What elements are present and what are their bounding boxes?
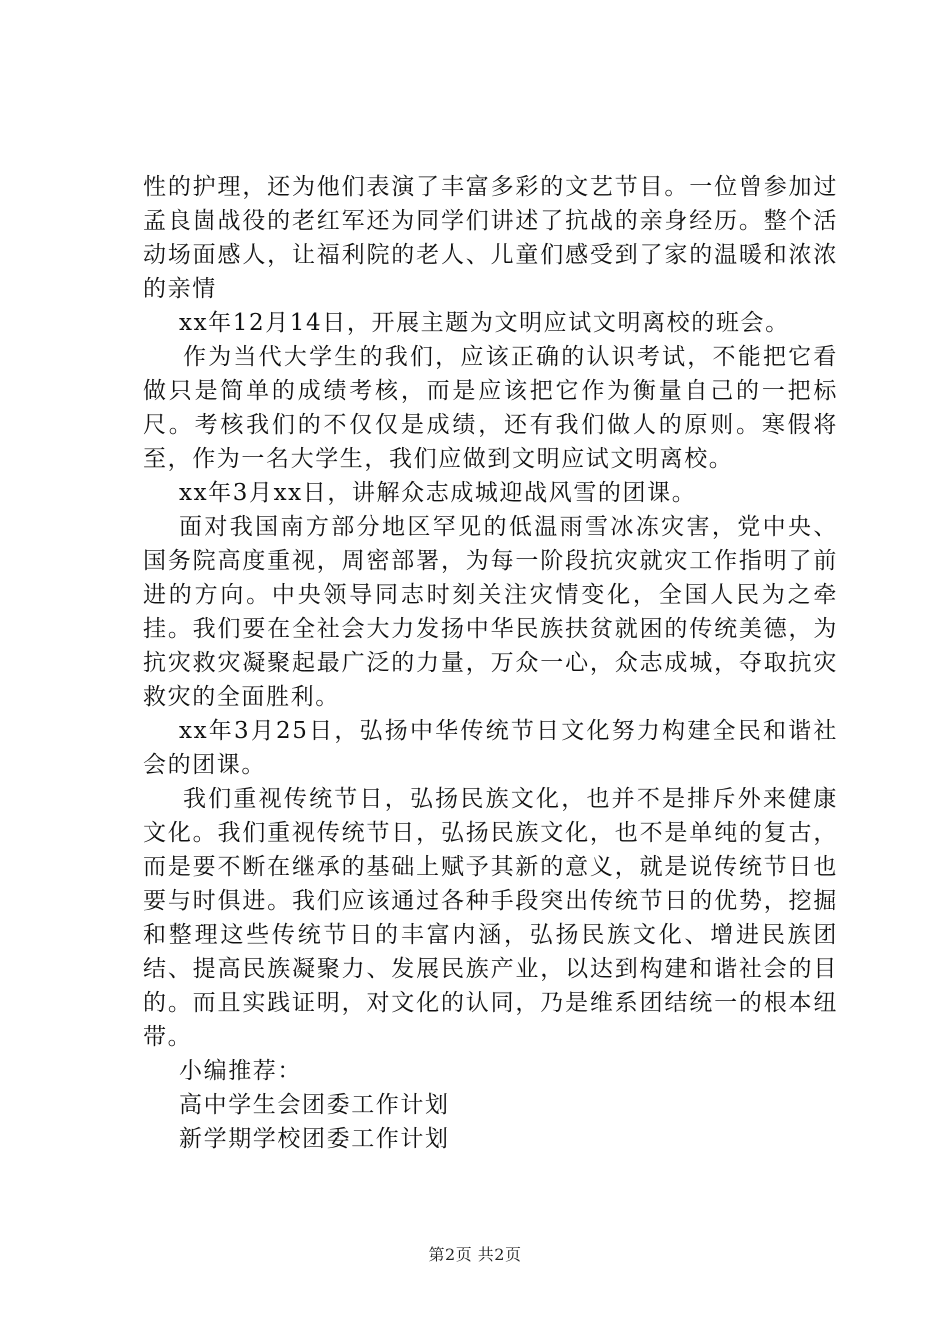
recommend-link-1[interactable]: 高中学生会团委工作计划 bbox=[179, 1092, 450, 1118]
paragraph-3: 作为当代大学生的我们，应该正确的认识考试，不能把它看做只是简单的成绩考核，而是应该把它作为衡量自己的一把标尺。考核我们的不仅仅是成绩，还有我们做人的原则。寒假将至，作为一名大学生，我们应做到文明应试文明离校。 bbox=[143, 344, 838, 472]
page-footer: 第2页 共2页 bbox=[428, 1245, 522, 1264]
recommend-heading: 小编推荐： bbox=[179, 1058, 302, 1084]
paragraph-5: 面对我国南方部分地区罕见的低温雨雪冰冻灾害，党中央、国务院高度重视，周密部署，为每一阶段抗灾就灾工作指明了前进的方向。中央领导同志时刻关注灾情变化，全国人民为之牵挂。我们要在全社会大力发扬中华民族扶贫就困的传统美德，为抗灾救灾凝聚起最广泛的力量，万众一心，众志成城，夺取抗灾救灾的全面胜利。 bbox=[143, 514, 838, 710]
paragraph-6: xx年3月25日，弘扬中华传统节日文化努力构建全民和谐社会的团课。 bbox=[143, 718, 838, 778]
paragraph-7: 我们重视传统节日，弘扬民族文化，也并不是排斥外来健康文化。我们重视传统节日，弘扬民族文化，也不是单纯的复古，而是要不断在继承的基础上赋予其新的意义，就是说传统节日也要与时俱进。我们应该通过各种手段突出传统节日的优势，挖掘和整理这些传统节日的丰富内涵，弘扬民族文化、增进民族团结、提高民族凝聚力、发展民族产业，以达到构建和谐社会的目的。而且实践证明，对文化的认同，乃是维系团结统一的根本纽带。 bbox=[143, 786, 838, 1050]
paragraph-1: 性的护理，还为他们表演了丰富多彩的文艺节目。一位曾参加过孟良崮战役的老红军还为同学们讲述了抗战的亲身经历。整个活动场面感人，让福利院的老人、儿童们感受到了家的温暖和浓浓的亲情 bbox=[143, 174, 838, 302]
document-body bbox=[143, 170, 838, 1156]
paragraph-2: xx年12月14日，开展主题为文明应试文明离校的班会。 bbox=[179, 310, 790, 336]
recommend-link-2[interactable]: 新学期学校团委工作计划 bbox=[179, 1126, 450, 1152]
paragraph-4: xx年3月xx日，讲解众志成城迎战风雪的团课。 bbox=[179, 480, 697, 506]
